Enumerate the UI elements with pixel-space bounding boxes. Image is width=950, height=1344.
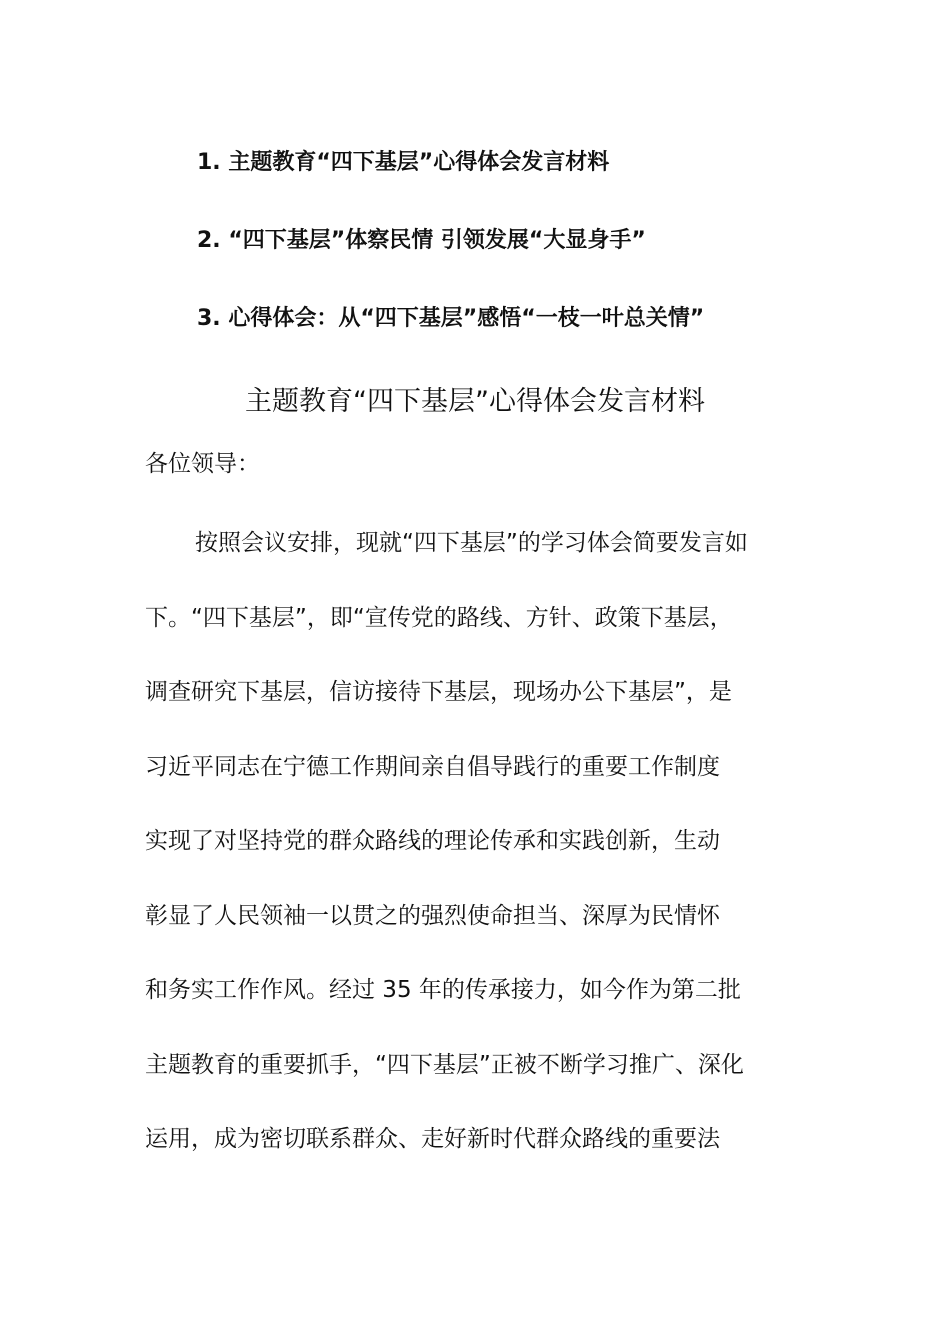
body-line: 运用，成为密切联系群众、走好新时代群众路线的重要法 [145,1126,720,1152]
table-of-contents [197,138,837,372]
body-line: 实现了对坚持党的群众路线的理论传承和实践创新，生动 [145,828,720,854]
body-line: 彰显了人民领袖一以贯之的强烈使命担当、深厚为民情怀 [145,902,720,929]
article-body [145,518,815,1189]
body-line: 习近平同志在宁德工作期间亲自倡导践行的重要工作制度 [145,753,720,780]
article-title: 主题教育“四下基层”心得体会发言材料 [245,386,705,417]
salutation: 各位领导： [145,451,260,477]
body-line: 调查研究下基层，信访接待下基层，现场办公下基层”，是 [145,679,732,705]
toc-item-2: 2. “四下基层”体察民情 引领发展“大显身手” [197,228,646,253]
toc-item-1: 1. 主题教育“四下基层”心得体会发言材料 [197,150,610,175]
body-line: 和务实工作作风。经过 35 年的传承接力，如今作为第二批 [145,977,741,1003]
body-line: 下。“四下基层”，即“宣传党的路线、方针、政策下基层， [145,604,733,631]
body-line: 按照会议安排，现就“四下基层”的学习体会简要发言如 [195,530,748,556]
body-line: 主题教育的重要抓手，“四下基层”正被不断学习推广、深化 [145,1051,744,1078]
toc-item-3: 3. 心得体会：从“四下基层”感悟“一枝一叶总关情” [197,306,705,331]
